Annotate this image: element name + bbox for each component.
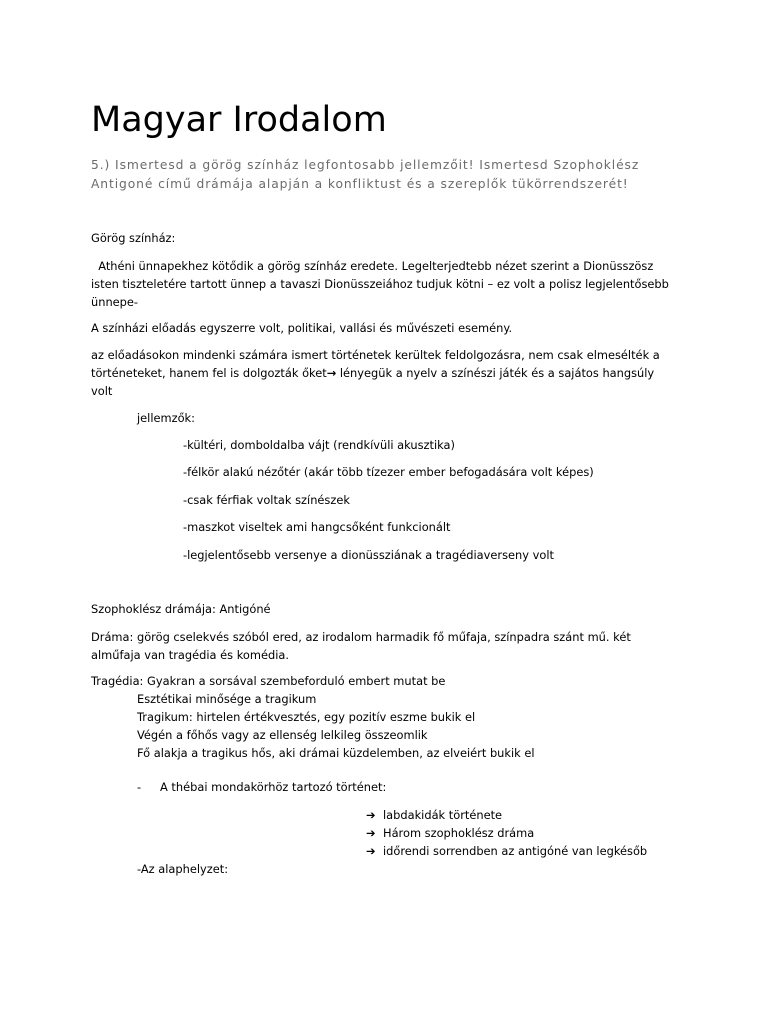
feature-item: -csak férfiak voltak színészek xyxy=(183,493,350,507)
arrow-right-icon: ➔ xyxy=(366,844,376,858)
tragedy-line: Tragédia: Gyakran a sorsával szembeforduló embert mutat be xyxy=(91,674,446,688)
bullet-item-theban-cycle: A thébai mondakörhöz tartozó történet: xyxy=(160,780,387,794)
paragraph-stories xyxy=(91,347,676,400)
document-title: Magyar Irodalom xyxy=(91,100,387,140)
arrow-right-icon: → xyxy=(326,365,337,380)
paragraph-event: A színházi előadás egyszerre volt, politikai, vallási és művészeti esemény. xyxy=(91,321,513,335)
section-heading-antigone: Szophoklész drámája: Antigóné xyxy=(91,602,271,616)
feature-item: -félkör alakú nézőtér (akár több tízezer ember befogadására volt képes) xyxy=(183,465,594,479)
features-label: jellemzők: xyxy=(137,411,195,425)
tragedy-line: Végén a főhős vagy az ellenség lelkileg összeomlik xyxy=(137,728,428,742)
initial-state-label: -Az alaphelyzet: xyxy=(137,862,229,876)
paragraph-stories-text: az előadásokon mindenki számára ismert történetek kerültek feldolgozásra, nem csak elmesélték a történeteket, hanem fel is dolgozták őket xyxy=(91,348,660,380)
arrow-list-item: időrendi sorrendben az antigóné van legkésőb xyxy=(383,844,648,858)
tragedy-line: Fő alakja a tragikus hős, aki drámai küzdelemben, az elveiért bukik el xyxy=(137,746,535,760)
document-subtitle: 5.) Ismertesd a görög színház legfontosabb jellemzőit! Ismertesd Szophoklész Antigoné című drámája alapján a konfliktust és a szereplők tükörrendszerét! xyxy=(91,158,640,191)
tragedy-line: Esztétikai minősége a tragikum xyxy=(137,692,317,706)
feature-item: -kültéri, domboldalba vájt (rendkívüli akusztika) xyxy=(183,438,455,452)
paragraph-stories-continuation: lényegük a nyelv a színészi játék és a sajátos hangsúly volt xyxy=(91,365,655,398)
arrow-right-icon: ➔ xyxy=(366,808,376,822)
arrow-list-item: Három szophoklész dráma xyxy=(383,826,535,840)
section-heading-greek-theatre: Görög színház: xyxy=(91,231,176,245)
paragraph-origin: Athéni ünnapekhez kötődik a görög színház eredete. Legelterjedtebb nézet szerint a Dionüsszösz isten tiszteletére tartott ünnep a tavaszi Dionüsszeiához tudjuk kötni – ez volt a polisz legjelentősebb ünnepe- xyxy=(91,259,673,309)
bullet-dash: - xyxy=(137,780,142,794)
arrow-list-item: labdakidák története xyxy=(383,808,503,822)
feature-item: -maszkot viseltek ami hangcsőként funkcionált xyxy=(183,520,451,534)
tragedy-line: Tragikum: hirtelen értékvesztés, egy pozitív eszme bukik el xyxy=(137,710,476,724)
arrow-right-icon: ➔ xyxy=(366,826,376,840)
paragraph-drama-definition: Dráma: görög cselekvés szóból ered, az irodalom harmadik fő műfaja, színpadra szánt mű. két alműfaja van tragédia és komédia. xyxy=(91,630,631,662)
feature-item: -legjelentősebb versenye a dionüssziának a tragédiaverseny volt xyxy=(183,548,554,562)
